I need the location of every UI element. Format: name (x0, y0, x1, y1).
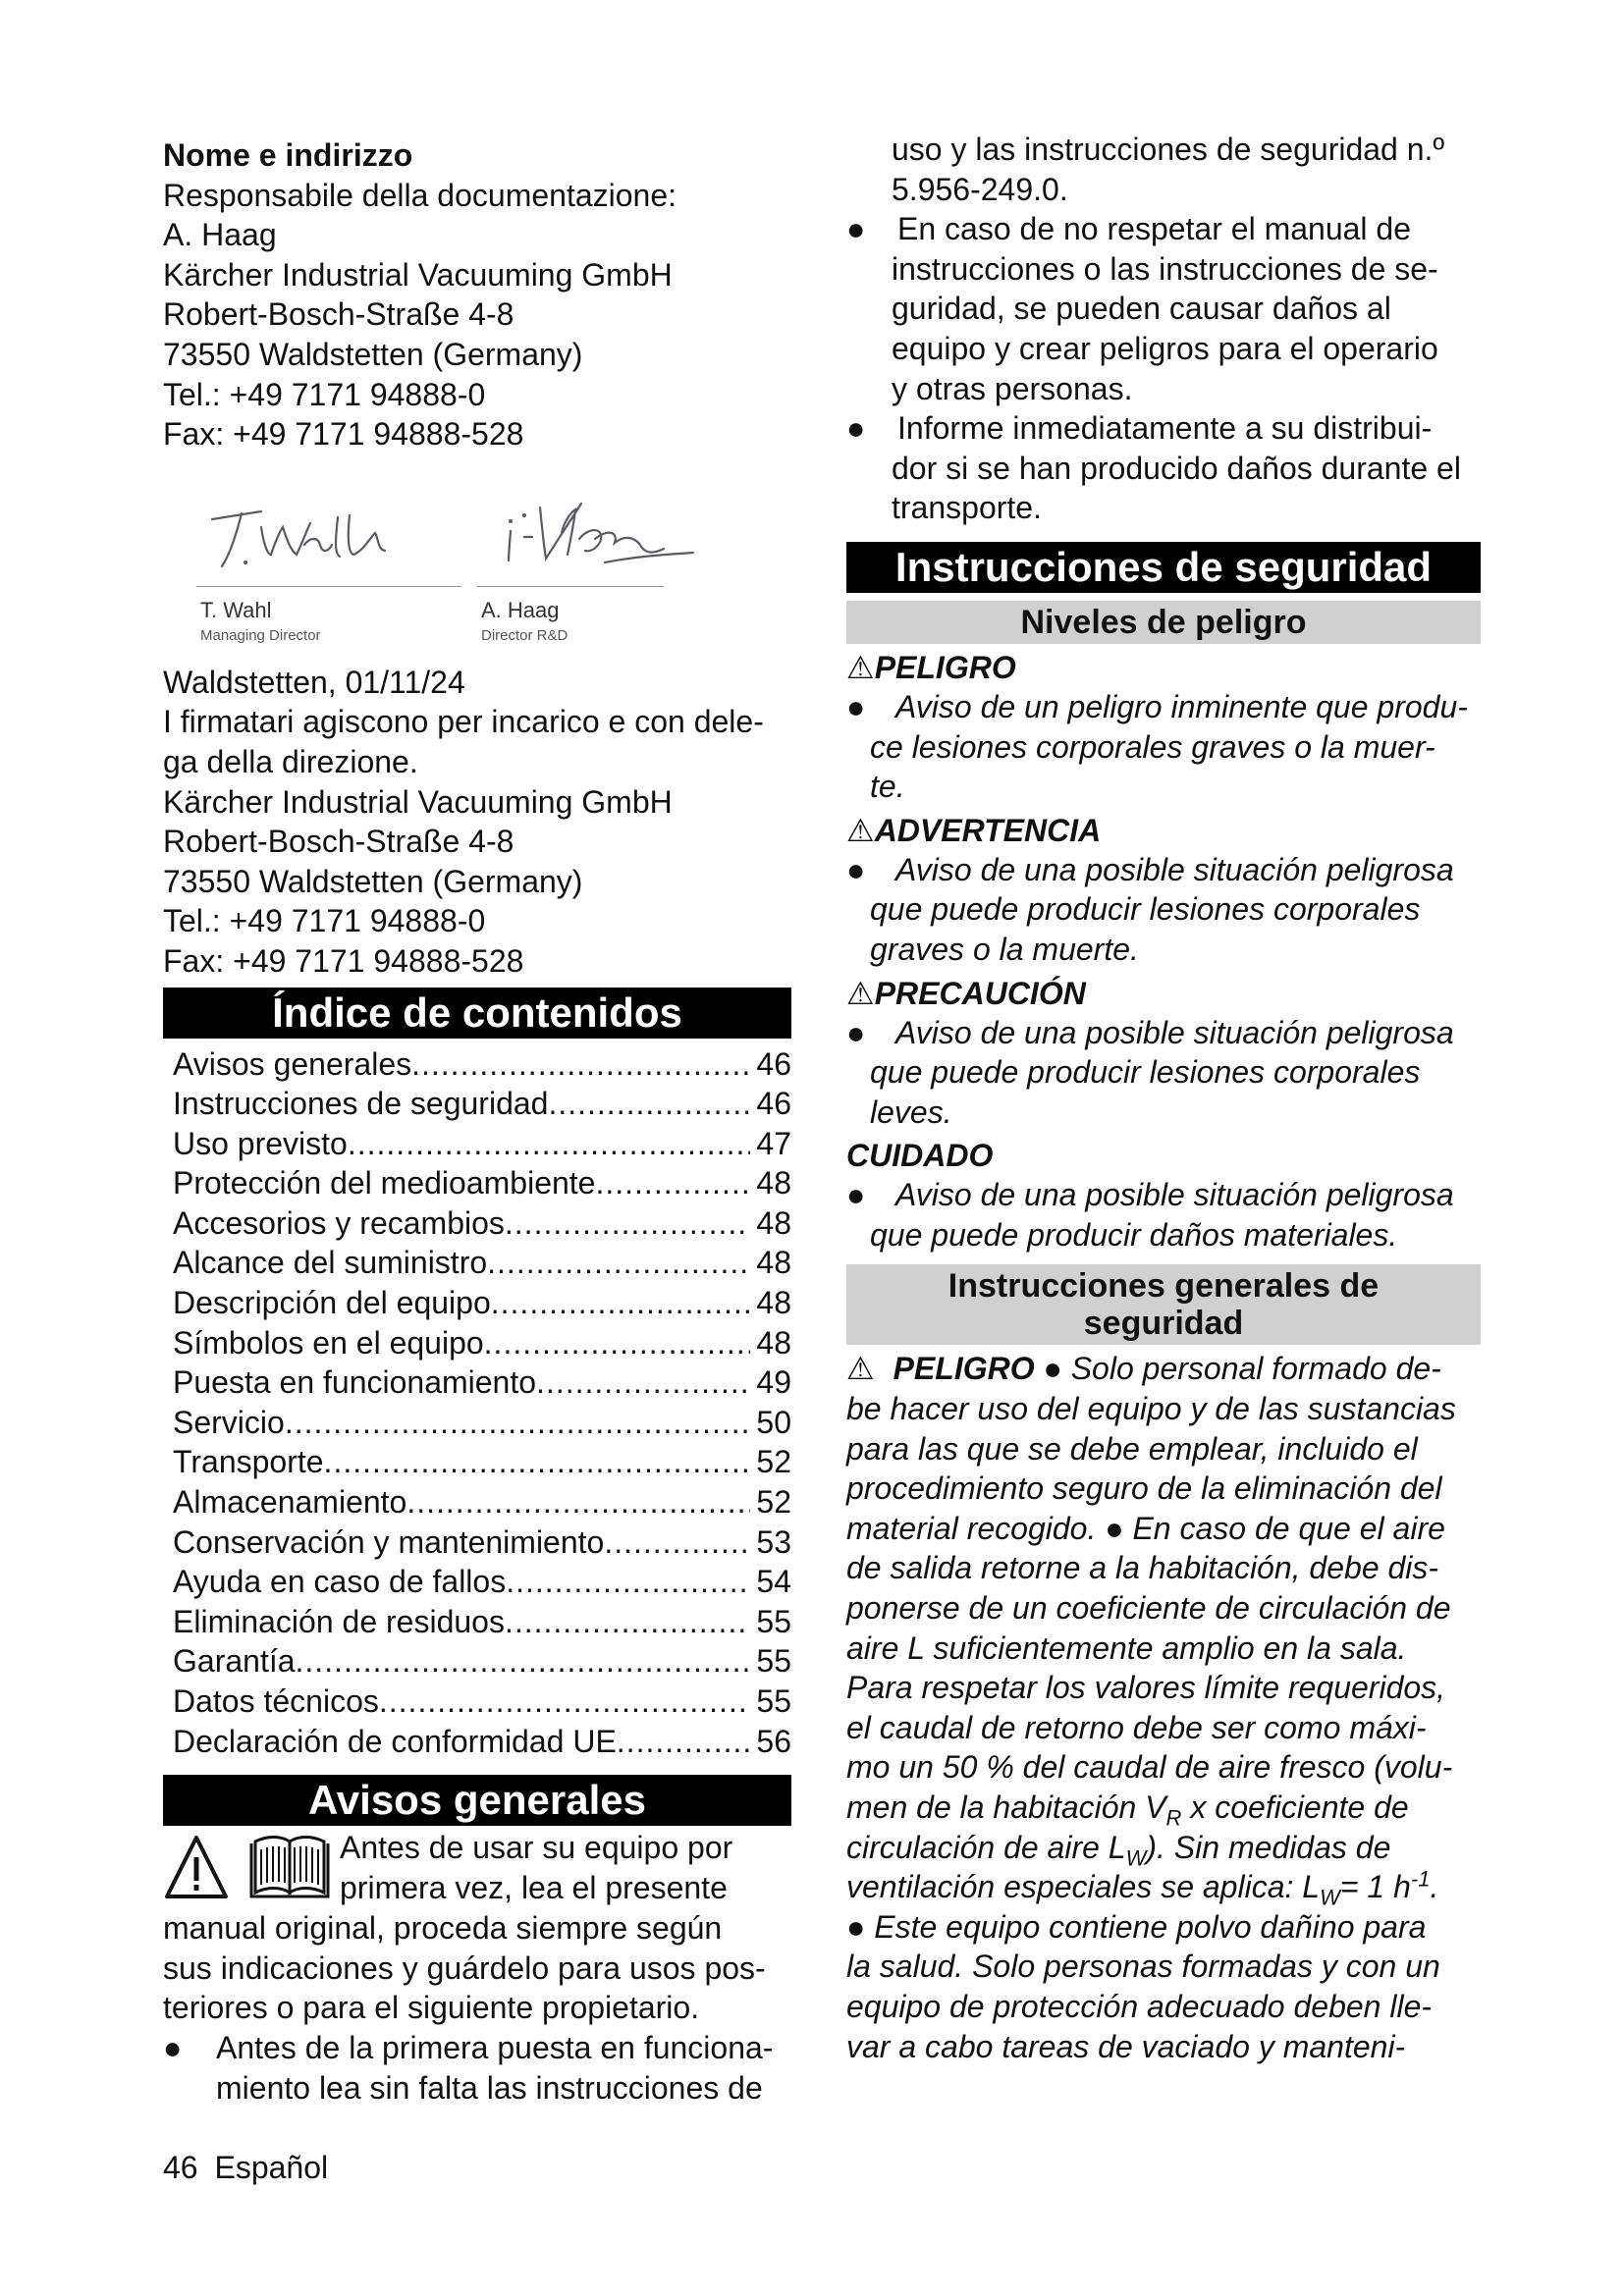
table-of-contents (163, 1044, 791, 1762)
text-fragment: circulación de aire L (846, 1829, 1126, 1865)
text-line: equipo de protección adecuado deben lle- (846, 1988, 1433, 2024)
text-line (846, 1828, 1481, 1868)
toc-entry-title: Transporte (173, 1444, 324, 1480)
signature-wahl (202, 498, 438, 576)
intro-text: Antes de usar su equipo por (340, 1830, 733, 1866)
toc-entry-page: 55 (756, 1603, 791, 1639)
danger-level-text: leves. (870, 1094, 952, 1130)
toc-leader-dots (536, 1362, 750, 1403)
general-safety-text (846, 1349, 1481, 2066)
danger-level-title: ⚠PELIGRO (846, 649, 1016, 685)
toc-leader-dots (617, 1722, 751, 1762)
general-safety-heading-line: seguridad (1083, 1305, 1244, 1343)
toc-entry-title: Descripción del equipo (173, 1285, 491, 1321)
right-column (846, 132, 1481, 2066)
text-fragment: ). Sin medidas de (1146, 1829, 1391, 1865)
danger-level-title: ⚠ADVERTENCIA (846, 812, 1102, 848)
danger-level-text: Aviso de una posible situación peligrosa (895, 1014, 1454, 1050)
toc-leader-dots (379, 1682, 751, 1722)
read-manual-icon (251, 1838, 328, 1897)
intro-text: primera vez, lea el presente (340, 1869, 728, 1905)
toc-entry-page: 50 (756, 1404, 791, 1440)
manual-icons (163, 1828, 338, 1908)
intro-text: teriores o para el siguiente propietario. (163, 1990, 700, 2026)
bullet-text: equipo y crear peligros para el operario (892, 330, 1438, 366)
bullet-text: Antes de la primera puesta en funciona- (216, 2029, 774, 2065)
signature-rule (477, 586, 664, 587)
general-safety-heading-line: Instrucciones generales de (947, 1267, 1380, 1306)
toc-leader-dots (411, 1044, 750, 1085)
signatories-text: I firmatari agiscono per incarico e con dele- (163, 704, 764, 740)
text-line: ponerse de un coeficiente de circulación de (846, 1590, 1451, 1627)
danger-level-text: que puede producir daños materiales. (870, 1216, 1398, 1253)
toc-entry (173, 1602, 791, 1642)
warning-triangle-icon (163, 1828, 338, 1908)
text-block (846, 1907, 1481, 2066)
text-line: Para respetar los valores límite requeridos, (846, 1670, 1446, 1706)
toc-entry-page: 55 (756, 1643, 791, 1680)
toc-entry (173, 1044, 791, 1085)
warning-icon: ⚠ (846, 1351, 875, 1387)
company-line: 73550 Waldstetten (Germany) (163, 863, 583, 899)
toc-leader-dots (324, 1442, 751, 1482)
superscript: -1 (1410, 1866, 1431, 1892)
toc-entry-title: Alcance del suministro (173, 1245, 488, 1281)
bullet-dot: ● (846, 410, 866, 447)
text-line: el caudal de retorno debe ser como máxi- (846, 1709, 1427, 1745)
toc-entry-page: 46 (756, 1045, 791, 1082)
bullet-item (846, 687, 1481, 807)
danger-levels-heading: Niveles de peligro (846, 601, 1481, 644)
toc-leader-dots (348, 1124, 751, 1164)
signature-rule (196, 586, 461, 587)
danger-level (846, 811, 1481, 970)
toc-entry (173, 1203, 791, 1244)
text-line: para las que se debe emplear, incluido el (846, 1430, 1418, 1467)
bullet-text: Informe inmediatamente a su distribui- (897, 410, 1433, 447)
page-footer (163, 2150, 328, 2186)
toc-entry-title: Garantía (173, 1643, 296, 1680)
left-column (163, 135, 791, 2108)
danger-level-text: que puede producir lesiones corporales (870, 1054, 1421, 1091)
text-block (846, 1389, 1481, 1788)
toc-entry-page: 48 (756, 1285, 791, 1321)
signature-block (163, 454, 791, 663)
bullet-dot: ● (846, 211, 866, 247)
bullet-text: transporte. (892, 490, 1042, 526)
text-line: la salud. Solo personas formadas y con un (846, 1949, 1440, 1985)
toc-leader-dots (406, 1482, 750, 1522)
subscript: W (1125, 1844, 1147, 1870)
toc-entry (173, 1403, 791, 1443)
toc-entry-page: 56 (756, 1723, 791, 1759)
danger-level (846, 648, 1481, 807)
toc-entry (173, 1722, 791, 1762)
bullet-dot: ● (846, 1014, 866, 1050)
toc-heading: Índice de contenidos (163, 988, 791, 1039)
toc-entry-title: Conservación y mantenimiento (173, 1523, 605, 1560)
toc-leader-dots (491, 1283, 751, 1323)
toc-entry-page: 54 (756, 1564, 791, 1600)
bullet-text: miento lea sin falta las instrucciones de (216, 2069, 763, 2106)
toc-entry-title: Avisos generales (173, 1045, 412, 1082)
toc-entry-page: 46 (756, 1086, 791, 1122)
text-line: mo un 50 % del caudal de aire fresco (volu- (846, 1749, 1453, 1786)
toc-entry-page: 55 (756, 1683, 791, 1719)
text-fragment: men de la habitación V (846, 1789, 1166, 1825)
toc-entry-title: Símbolos en el equipo (173, 1324, 484, 1361)
text-line: aire L suficientemente amplio en la sala. (846, 1629, 1407, 1666)
toc-entry (173, 1362, 791, 1403)
toc-entry (173, 1682, 791, 1722)
bullet-continuation (846, 130, 1481, 209)
signer-name: T. Wahl (200, 597, 272, 622)
toc-entry (173, 1482, 791, 1522)
toc-entry-title: Accesorios y recambios (173, 1204, 505, 1241)
safety-heading: Instrucciones de seguridad (846, 542, 1481, 593)
text-fragment: ● Solo personal formado de- (1034, 1351, 1441, 1387)
toc-entry (173, 1641, 791, 1682)
danger-level-text: graves o la muerte. (870, 931, 1139, 967)
toc-entry-page: 52 (756, 1484, 791, 1521)
toc-entry-page: 48 (756, 1165, 791, 1201)
danger-level-text: Aviso de una posible situación peligrosa (895, 851, 1454, 887)
company-line: Tel.: +49 7171 94888-0 (163, 903, 486, 939)
bullet-text: guridad, se pueden causar daños al (892, 291, 1391, 327)
signer-role: Managing Director (200, 626, 321, 644)
toc-entry-page: 48 (756, 1204, 791, 1241)
toc-entry-title: Declaración de conformidad UE (173, 1723, 617, 1759)
footer-language: Español (214, 2150, 329, 2185)
text-line (846, 1866, 1481, 1910)
toc-entry-title: Ayuda en caso de fallos (173, 1564, 507, 1600)
toc-entry-title: Instrucciones de seguridad (173, 1086, 549, 1122)
toc-leader-dots (484, 1323, 751, 1363)
address-heading: Nome e indirizzo (163, 137, 413, 173)
bullet-text: instrucciones o las instrucciones de se- (892, 250, 1438, 287)
place-date: Waldstetten, 01/11/24 (163, 664, 465, 700)
toc-leader-dots (595, 1163, 750, 1203)
toc-entry-title: Puesta en funcionamiento (173, 1364, 537, 1401)
toc-entry-title: Almacenamiento (173, 1484, 407, 1521)
toc-leader-dots (604, 1522, 750, 1563)
bullet-dot: ● (846, 851, 866, 887)
company-line: Kärcher Industrial Vacuuming GmbH (163, 783, 673, 820)
bullet-text: dor si se han producido daños durante el (892, 450, 1461, 486)
toc-entry-page: 52 (756, 1444, 791, 1480)
text-line (846, 1349, 1481, 1389)
subscript: R (1165, 1805, 1182, 1831)
page-number: 46 (163, 2150, 198, 2185)
subscript: W (1320, 1885, 1340, 1910)
company-line: Robert-Bosch-Straße 4-8 (163, 824, 514, 860)
toc-entry-title: Datos técnicos (173, 1683, 379, 1719)
toc-entry (173, 1124, 791, 1164)
address-line: 73550 Waldstetten (Germany) (163, 336, 583, 372)
danger-level (846, 1136, 1481, 1255)
toc-leader-dots (487, 1243, 750, 1283)
intro-text: sus indicaciones y guárdelo para usos pos- (163, 1949, 766, 1986)
toc-entry-page: 48 (756, 1324, 791, 1361)
text-fragment: x coeficiente de (1181, 1789, 1409, 1825)
toc-entry (173, 1522, 791, 1563)
danger-level-text: Aviso de un peligro inminente que produ- (895, 688, 1468, 724)
toc-entry-page: 48 (756, 1245, 791, 1281)
bullet-item (163, 2028, 791, 2108)
text-line: ● Este equipo contiene polvo dañino para (846, 1908, 1427, 1945)
bullet-dot: ● (846, 1177, 866, 1213)
danger-level-title: ⚠PRECAUCIÓN (846, 975, 1086, 1011)
signer-name: A. Haag (481, 597, 560, 622)
danger-level-text: te. (870, 769, 905, 805)
bullet-dot: ● (163, 2029, 183, 2065)
toc-entry-title: Protección del medioambiente (173, 1165, 596, 1201)
danger-label: PELIGRO (893, 1351, 1035, 1387)
bullet-item (846, 1013, 1481, 1133)
text-line: material recogido. ● En caso de que el aire (846, 1510, 1445, 1546)
signatories-text: ga della direzione. (163, 743, 418, 779)
bullet-text: En caso de no respetar el manual de (897, 211, 1411, 247)
toc-leader-dots (506, 1562, 750, 1602)
toc-entry (173, 1163, 791, 1203)
text-line: procedimiento seguro de la eliminación del (846, 1470, 1442, 1507)
text-line: be hacer uso del equipo y de las sustancias (846, 1391, 1456, 1427)
toc-entry-title: Servicio (173, 1404, 285, 1440)
toc-leader-dots (505, 1203, 751, 1244)
address-line: A. Haag (163, 217, 277, 253)
text-line: var a cabo tareas de vaciado y manteni- (846, 2028, 1406, 2064)
danger-level-text: que puede producir lesiones corporales (870, 891, 1421, 928)
text-line: de salida retorne a la habitación, debe dis- (846, 1550, 1439, 1586)
toc-entry-title: Uso previsto (173, 1125, 348, 1161)
toc-entry (173, 1323, 791, 1363)
danger-level-text: ce lesiones corporales graves o la muer- (870, 728, 1435, 765)
text-line (846, 1788, 1481, 1831)
danger-level-title: CUIDADO (846, 1138, 994, 1174)
bullet-text: y otras personas. (892, 370, 1133, 406)
address-line: Tel.: +49 7171 94888-0 (163, 376, 486, 412)
toc-entry (173, 1283, 791, 1323)
toc-entry (173, 1243, 791, 1283)
bullet-text: 5.956-249.0. (892, 171, 1068, 207)
bullet-dot: ● (846, 688, 866, 724)
toc-entry (173, 1562, 791, 1602)
intro-text: manual original, proceda siempre según (163, 1910, 723, 1947)
text-fragment: ventilación especiales se aplica: L (846, 1869, 1321, 1905)
general-safety-heading (846, 1264, 1481, 1345)
toc-entry-title: Eliminación de residuos (173, 1603, 505, 1639)
danger-level (846, 974, 1481, 1133)
intro-with-icons (163, 1828, 791, 1908)
toc-entry (173, 1442, 791, 1482)
bullet-item (846, 1175, 1481, 1255)
toc-leader-dots (285, 1403, 751, 1443)
bullet-text: uso y las instrucciones de seguridad n.º (892, 132, 1445, 167)
toc-entry-page: 49 (756, 1364, 791, 1401)
address-line: Responsabile della documentazione: (163, 177, 677, 213)
toc-leader-dots (296, 1641, 751, 1682)
danger-level-text: Aviso de una posible situación peligrosa (895, 1177, 1454, 1213)
text-fragment: . (1430, 1869, 1439, 1905)
signer-role: Director R&D (481, 626, 568, 644)
address-line: Fax: +49 7171 94888-528 (163, 416, 524, 453)
address-line: Kärcher Industrial Vacuuming GmbH (163, 256, 673, 293)
toc-entry-page: 47 (756, 1125, 791, 1161)
general-notices-heading: Avisos generales (163, 1775, 791, 1826)
bullet-item (846, 209, 1481, 408)
signature-haag (497, 494, 723, 576)
toc-leader-dots (548, 1084, 750, 1124)
toc-leader-dots (505, 1602, 750, 1642)
bullet-item (846, 850, 1481, 970)
danger-levels (846, 648, 1481, 1255)
bullet-item (846, 408, 1481, 528)
text-fragment: = 1 h (1339, 1869, 1411, 1905)
toc-entry (173, 1084, 791, 1124)
address-line: Robert-Bosch-Straße 4-8 (163, 296, 514, 333)
toc-entry-page: 53 (756, 1523, 791, 1560)
company-line: Fax: +49 7171 94888-528 (163, 942, 524, 979)
